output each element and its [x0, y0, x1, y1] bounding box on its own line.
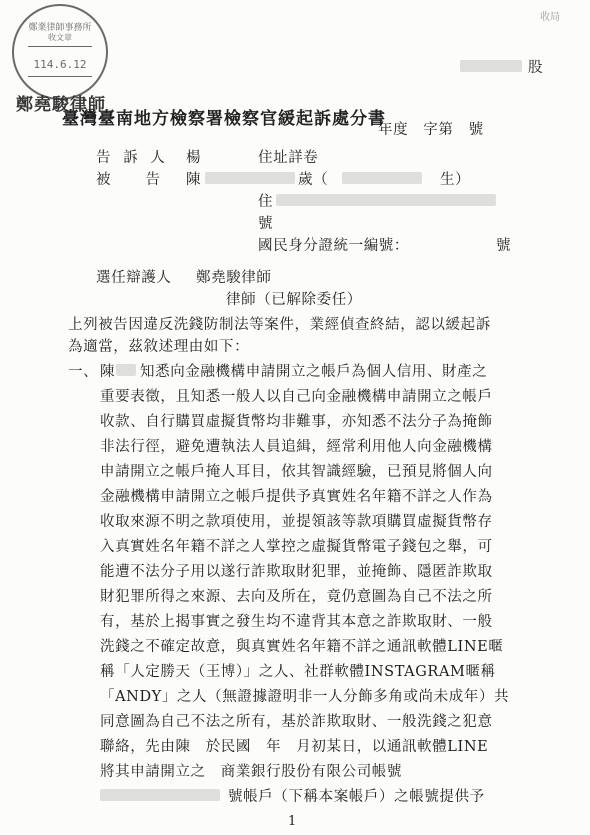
redaction [205, 172, 295, 184]
section-line: 能遭不法分子用以遂行詐欺取財犯罪，並掩飾、隱匿詐欺取 [100, 564, 493, 580]
redaction [100, 789, 220, 801]
section-line: 知悉向金融機構申請開立之帳戶為個人信用、財產之 [140, 364, 488, 380]
section-line: 收款、自行購買虛擬貨幣均非難事，亦知悉不法分子為掩飾 [100, 414, 493, 430]
defendant-birth: 生） [440, 172, 471, 188]
section-line: 稱「人定勝天（王博）」之人、社群軟體INSTAGRAM暱稱 [100, 664, 496, 680]
section-line: 金融機構申請開立之帳戶提供予真實姓名年籍不詳之人作為 [100, 489, 493, 505]
stamp-office: 鄭業律師事務所 [28, 23, 92, 33]
complainant-name: 楊 [186, 150, 202, 166]
redaction [460, 60, 522, 72]
defendant-age: 歲（ [298, 172, 329, 188]
stamp-divider [28, 76, 92, 77]
address-label: 住 [258, 194, 274, 210]
id-suffix: 號 [496, 238, 512, 254]
lawyer-seal: 鄭堯駿律師 [16, 95, 106, 115]
document-title: 臺灣臺南地方檢察署檢察官緩起訴處分書 [62, 109, 386, 129]
defendant-label: 被 告 [96, 172, 162, 188]
section-line: 收取來源不明之款項使用，並提領該等款項購買虛擬貨幣存 [100, 514, 493, 530]
section-line: 申請開立之帳戶掩人耳目，依其智識經驗，已預見將個人向 [100, 464, 493, 480]
counsel-label: 選任辯護人 [96, 270, 172, 286]
redaction [276, 194, 496, 206]
redaction [342, 172, 422, 184]
section-line: 聯絡，先由陳 於民國 年 月初某日，以通訊軟體LINE [100, 739, 489, 755]
section-line: 入真實姓名年籍不詳之人掌控之虛擬貨幣電子錢包之舉，可 [100, 539, 493, 555]
address-suffix: 號 [258, 216, 274, 232]
complainant-address: 住址詳卷 [258, 150, 319, 166]
intro-line: 為適當，茲敘述理由如下： [68, 339, 250, 355]
page-number: 1 [288, 814, 297, 829]
corner-mark: 收局 [540, 12, 560, 23]
section-line: 洗錢之不確定故意，與真實姓名年籍不詳之通訊軟體LINE暱 [100, 639, 504, 655]
section-line: 重要表徵，且知悉一般人以自己向金融機構申請開立之帳戶 [100, 389, 493, 405]
stamp-divider [28, 46, 92, 47]
redaction [116, 364, 136, 376]
former-counsel: 律師（已解除委任） [226, 292, 362, 308]
section-name: 陳 [100, 364, 116, 380]
received-stamp [12, 4, 108, 100]
id-label: 國民身分證統一編號： [258, 238, 409, 254]
section-line: 號帳戶（下稱本案帳戶）之帳號提供予 [228, 789, 485, 805]
intro-line: 上列被告因違反洗錢防制法等案件，業經偵查終結，認以緩起訴 [68, 317, 491, 333]
case-division: 股 [528, 60, 544, 76]
section-line: 非法行徑，避免遭執法人員追緝，經常利用他人向金融機構 [100, 439, 493, 455]
section-line: 同意圖為自己不法之所有，基於詐欺取財、一般洗錢之犯意 [100, 714, 493, 730]
counsel-name: 鄭堯駿律師 [196, 270, 272, 286]
stamp-received: 收文章 [48, 33, 72, 42]
defendant-name: 陳 [186, 172, 202, 188]
section-line: 財犯罪所得之來源、去向及所在，竟仍意圖為自己不法之所 [100, 589, 493, 605]
section-marker: 一、 [68, 364, 99, 380]
stamp-date: 114.6.12 [33, 58, 87, 71]
complainant-label: 告 訴 人 [96, 150, 169, 166]
section-line: 有，基於上揭事實之發生均不違背其本意之詐欺取財、一般 [100, 614, 493, 630]
section-line: 「ANDY」之人（無證據證明非一人分飾多角或尚未成年）共 [100, 689, 510, 705]
section-line: 將其申請開立之 商業銀行股份有限公司帳號 [100, 764, 402, 780]
case-number: 年度 字第 號 [378, 122, 484, 138]
